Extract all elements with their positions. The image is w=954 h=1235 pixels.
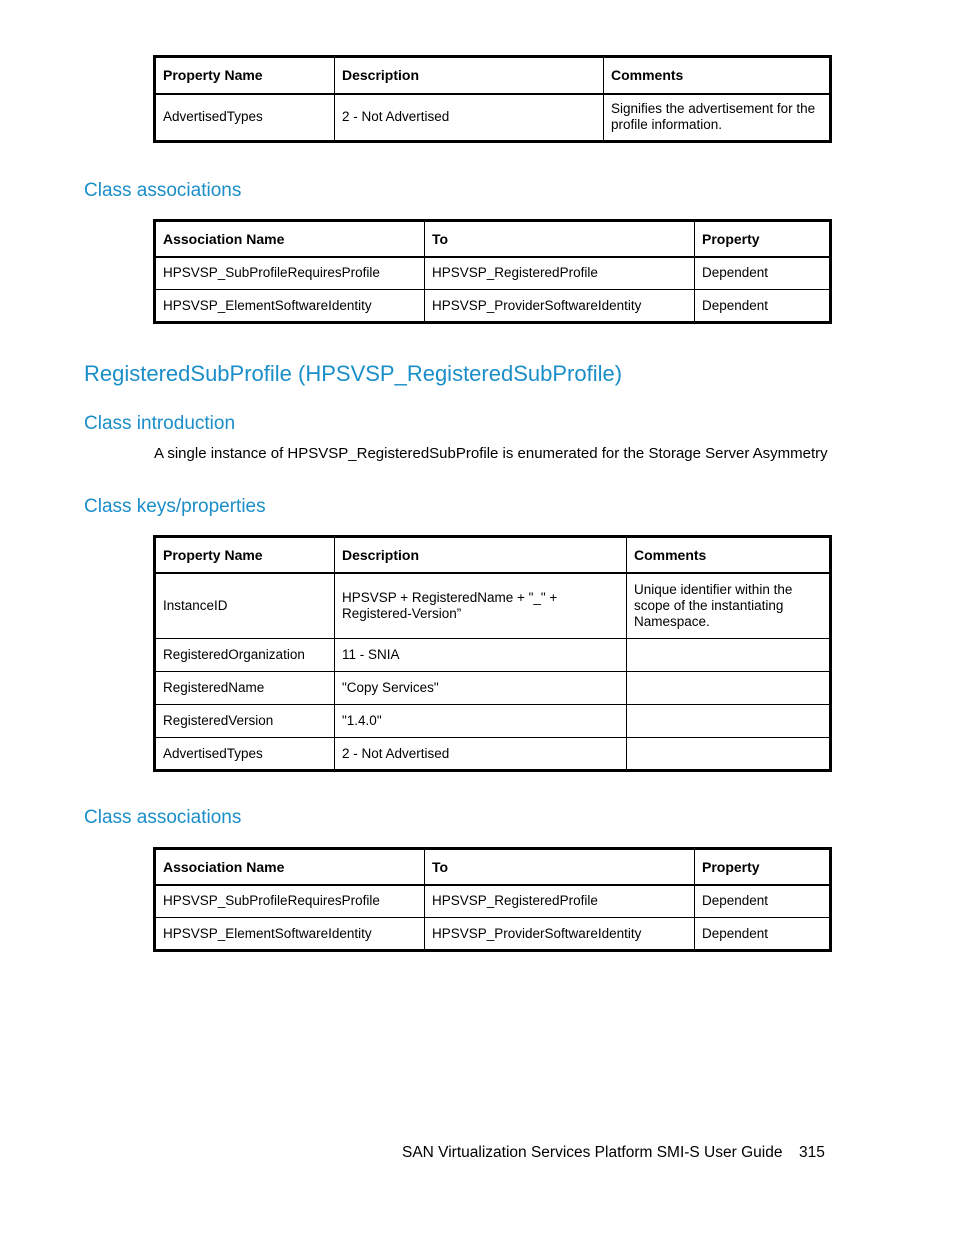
column-header: To [425, 849, 695, 885]
column-header: Property [695, 221, 831, 257]
table-cell: RegisteredName [155, 672, 335, 705]
associations-table [153, 847, 832, 952]
column-header: Property Name [155, 537, 335, 573]
table-cell: RegisteredVersion [155, 705, 335, 738]
table-cell: AdvertisedTypes [155, 94, 335, 142]
intro-paragraph: A single instance of HPSVSP_RegisteredSubProfile is enumerated for the Storage Server Asymmetry [154, 445, 828, 462]
table-cell: 2 - Not Advertised [335, 738, 627, 771]
table-cell [627, 705, 831, 738]
table-row [155, 705, 831, 738]
table-cell: HPSVSP_RegisteredProfile [425, 885, 695, 918]
table-cell: Unique identifier within the scope of the instantiating Namespace. [627, 573, 831, 639]
table-cell: HPSVSP_ProviderSoftwareIdentity [425, 290, 695, 323]
table-cell: HPSVSP_ProviderSoftwareIdentity [425, 918, 695, 951]
table-cell: Dependent [695, 290, 831, 323]
table-cell: "Copy Services" [335, 672, 627, 705]
table-cell: 2 - Not Advertised [335, 94, 604, 142]
table-cell: AdvertisedTypes [155, 738, 335, 771]
table-header-row [155, 221, 831, 257]
table-cell: HPSVSP_ElementSoftwareIdentity [155, 290, 425, 323]
table-header-row [155, 57, 831, 94]
footer-title: SAN Virtualization Services Platform SMI-S User Guide [402, 1144, 783, 1161]
column-header: To [425, 221, 695, 257]
table-cell: RegisteredOrganization [155, 639, 335, 672]
keys-properties-table [153, 535, 832, 772]
page-number: 315 [799, 1144, 825, 1161]
section-heading: Class associations [84, 807, 242, 828]
table-cell: HPSVSP_SubProfileRequiresProfile [155, 885, 425, 918]
column-header: Comments [604, 57, 831, 94]
column-header: Description [335, 537, 627, 573]
column-header: Association Name [155, 849, 425, 885]
column-header: Description [335, 57, 604, 94]
column-header: Association Name [155, 221, 425, 257]
column-header: Property [695, 849, 831, 885]
table-cell [627, 672, 831, 705]
table-cell: HPSVSP_SubProfileRequiresProfile [155, 257, 425, 290]
column-header: Comments [627, 537, 831, 573]
table-cell: 11 - SNIA [335, 639, 627, 672]
table-cell: HPSVSP + RegisteredName + "_" + Registered-Version” [335, 573, 627, 639]
table-row [155, 885, 831, 918]
table-cell [627, 738, 831, 771]
column-header: Property Name [155, 57, 335, 94]
table-row [155, 738, 831, 771]
main-heading: RegisteredSubProfile (HPSVSP_RegisteredSubProfile) [84, 361, 623, 386]
table-cell: Dependent [695, 257, 831, 290]
table-row [155, 94, 831, 142]
table-header-row [155, 537, 831, 573]
table-cell: Dependent [695, 918, 831, 951]
table-row [155, 672, 831, 705]
table-header-row [155, 849, 831, 885]
section-heading: Class keys/properties [84, 496, 266, 517]
table-cell: HPSVSP_ElementSoftwareIdentity [155, 918, 425, 951]
table-cell: "1.4.0" [335, 705, 627, 738]
table-cell: Signifies the advertisement for the profile information. [604, 94, 831, 142]
table-row [155, 639, 831, 672]
table-row [155, 257, 831, 290]
table-cell: HPSVSP_RegisteredProfile [425, 257, 695, 290]
top-properties-table [153, 55, 832, 143]
table-row [155, 918, 831, 951]
table-row [155, 290, 831, 323]
table-cell [627, 639, 831, 672]
section-heading: Class associations [84, 180, 242, 201]
section-heading: Class introduction [84, 413, 236, 434]
associations-table [153, 219, 832, 324]
table-cell: InstanceID [155, 573, 335, 639]
table-cell: Dependent [695, 885, 831, 918]
table-row [155, 573, 831, 639]
